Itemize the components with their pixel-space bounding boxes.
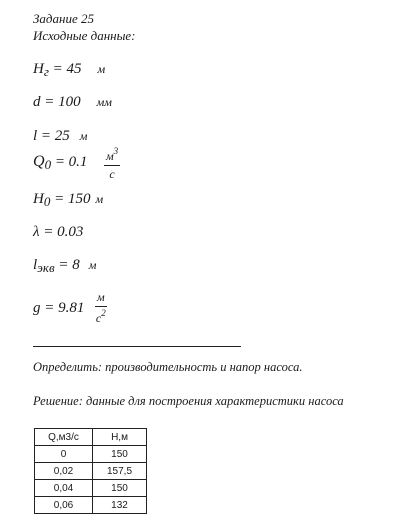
table-header-q: Q,м3/с bbox=[35, 429, 93, 446]
param-l bbox=[33, 127, 87, 145]
param-hg-symbol: H bbox=[33, 61, 44, 77]
param-lekv-sub: экв bbox=[37, 260, 55, 275]
task-statement: Определить: производительность и напор насоса. bbox=[33, 360, 303, 374]
param-g bbox=[33, 299, 84, 317]
param-q0-sub: 0 bbox=[44, 157, 52, 172]
param-hg-unit: м bbox=[97, 62, 106, 76]
param-lambda-value: = 0.03 bbox=[39, 224, 84, 240]
param-lekv-symbol: l bbox=[33, 257, 38, 273]
param-hg-value: = 45 bbox=[48, 61, 82, 77]
param-h0 bbox=[33, 190, 103, 210]
param-g-unit-den: с bbox=[95, 311, 102, 325]
table-cell-q: 0,06 bbox=[35, 497, 93, 514]
table-row bbox=[35, 463, 147, 480]
separator-line bbox=[33, 346, 241, 347]
param-g-unit bbox=[95, 290, 107, 326]
pump-characteristic-table bbox=[34, 428, 147, 514]
table-row bbox=[35, 497, 147, 514]
param-d-value: = 100 bbox=[40, 94, 81, 110]
param-q0-unit-den: с bbox=[109, 167, 115, 181]
table-cell-q: 0,02 bbox=[35, 463, 93, 480]
param-q0-unit-sup: 3 bbox=[113, 146, 119, 156]
param-d-symbol: d bbox=[33, 94, 41, 110]
table-header-row bbox=[35, 429, 147, 446]
param-lambda bbox=[33, 223, 83, 241]
table-cell-q: 0,04 bbox=[35, 480, 93, 497]
param-d bbox=[33, 93, 112, 111]
param-q0-unit-num: м bbox=[106, 149, 114, 163]
table-row bbox=[35, 446, 147, 463]
param-g-unit-num: м bbox=[97, 290, 105, 304]
param-g-unit-den-sup: 2 bbox=[101, 308, 106, 318]
table-row bbox=[35, 480, 147, 497]
param-d-unit: мм bbox=[96, 95, 112, 109]
param-h0-value: = 150 bbox=[50, 191, 91, 207]
param-hg bbox=[33, 60, 105, 80]
solution-intro: Решение: данные для построения характеристики насоса bbox=[33, 394, 344, 408]
param-hg-sub: г bbox=[43, 64, 49, 79]
param-q0 bbox=[33, 153, 87, 173]
param-lambda-symbol: λ bbox=[33, 224, 40, 240]
table-header-h: Н,м bbox=[93, 429, 147, 446]
param-q0-unit bbox=[104, 146, 120, 182]
table-cell-q: 0 bbox=[35, 446, 93, 463]
param-lekv-unit: м bbox=[88, 258, 97, 272]
param-q0-value: = 0.1 bbox=[51, 154, 88, 170]
param-lekv-value: = 8 bbox=[54, 257, 80, 273]
table-cell-h: 150 bbox=[93, 480, 147, 497]
table-cell-h: 132 bbox=[93, 497, 147, 514]
task-title: Задание 25 bbox=[33, 11, 94, 26]
param-l-symbol: l bbox=[33, 128, 38, 144]
section-subtitle: Исходные данные: bbox=[33, 28, 136, 43]
param-q0-symbol: Q bbox=[33, 153, 45, 170]
table-cell-h: 150 bbox=[93, 446, 147, 463]
param-l-unit: м bbox=[79, 129, 88, 143]
table-cell-h: 157,5 bbox=[93, 463, 147, 480]
param-l-value: = 25 bbox=[37, 128, 70, 144]
param-g-symbol: g bbox=[33, 300, 41, 316]
param-h0-unit: м bbox=[95, 192, 104, 206]
param-h0-sub: 0 bbox=[43, 194, 51, 209]
param-h0-symbol: H bbox=[33, 191, 44, 207]
param-lekv bbox=[33, 256, 96, 276]
param-g-value: = 9.81 bbox=[40, 300, 85, 316]
